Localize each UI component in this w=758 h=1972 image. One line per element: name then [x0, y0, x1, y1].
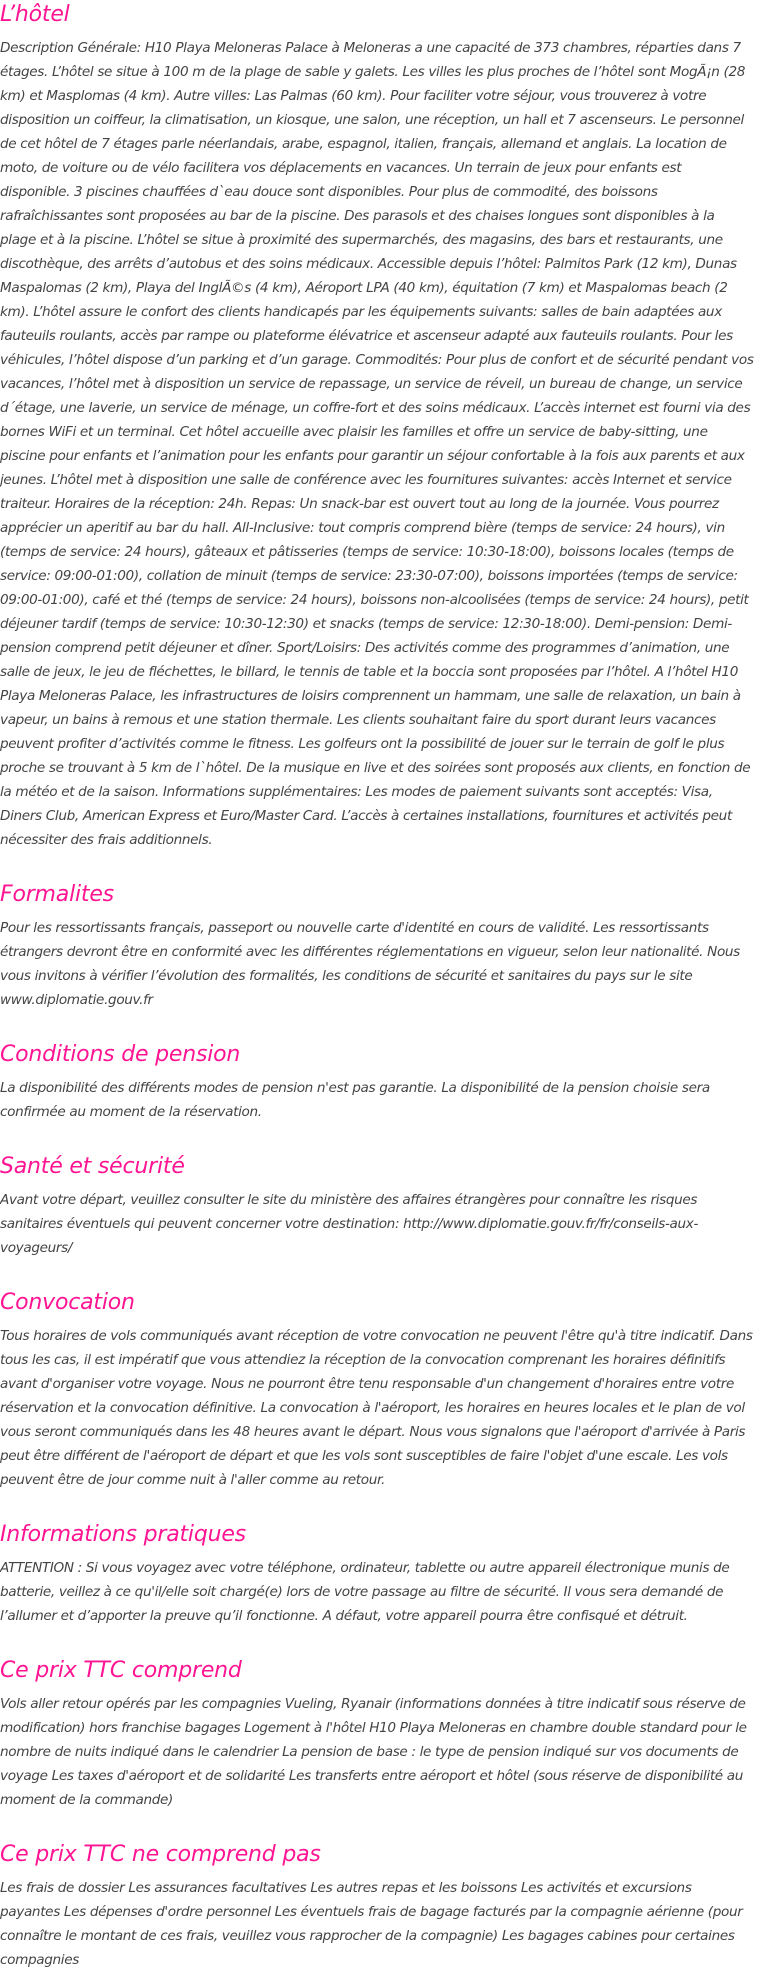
section-body: La disponibilité des différents modes de pension n'est pas garantie. La disponibilité de la pension choisie sera confirmée au moment de la réservation.: [0, 1080, 710, 1120]
section-title: Ce prix TTC comprend: [0, 1658, 242, 1683]
section-title: Informations pratiques: [0, 1522, 246, 1547]
section-title: L’hôtel: [0, 2, 70, 27]
section-sante-securite: [0, 1152, 758, 1260]
section-body: Description Générale: H10 Playa Meloneras Palace à Meloneras a une capacité de 373 chambres, réparties dans 7 étages. L’hôtel se situe à 100 m de la plage de sable y galets. Les villes les plus proches de l’hôtel sont MogÃ¡n (28 km) et Masplomas (4 km). Autre villes: Las Palmas (60 km). Pour faciliter votre séjour, vous trouverez à votre disposition un coiffeur, la climatisation, un kiosque, une salon, une réception, un hall et 7 ascenseurs. Le personnel de cet hôtel de 7 étages parle néerlandais, arabe, espagnol, italien, français, allemand et anglais. La location de moto, de voiture ou de vélo facilitera vos déplacements en vacances. Un terrain de jeux pour enfants est disponible. 3 piscines chauffées d`eau douce sont disponibles. Pour plus de commodité, des boissons rafraîchissantes sont proposées au bar de la piscine. Des parasols et des chaises longues sont disponibles à la plage et à la piscine. L’hôtel se situe à proximité des supermarchés, des magasins, des bars et restaurants, une discothèque, des arrêts d’autobus et des soins médicaux. Accessible depuis l’hôtel: Palmitos Park (12 km), Dunas Maspalomas (2 km), Playa del InglÃ©s (4 km), Aéroport LPA (40 km), équitation (7 km) et Maspalomas beach (2 km). L’hôtel assure le confort des clients handicapés par les équipements suivants: salles de bain adaptées aux fauteuils roulants, accès par rampe ou plateforme élévatrice et ascenseur adapté aux fauteuils roulants. Pour les véhicules, l’hôtel dispose d’un parking et d’un garage. Commodités: Pour plus de confort et de sécurité pendant vos vacances, l’hôtel met à disposition un service de repassage, un service de réveil, un bureau de change, un service d´étage, une laverie, un service de ménage, un coffre-fort et des soins médicaux. L’accès internet est fourni via des bornes WiFi et un terminal. Cet hôtel accueille avec plaisir les familles et offre un service de baby-sitting, une piscine pour enfants et l’animation pour les enfants pour garantir un séjour confortable à la fois aux parents et aux jeunes. L’hôtel met à disposition une salle de conférence avec les fournitures suivantes: accès Internet et service traiteur. Horaires de la réception: 24h. Repas: Un snack-bar est ouvert tout au long de la journée. Vous pourrez apprécier un aperitif au bar du hall. All-Inclusive: tout compris comprend bière (temps de service: 24 hours), vin (temps de service: 24 hours), gâteaux et pâtisseries (temps de service: 10:30-18:00), boissons locales (temps de service: 09:00-01:00), collation de minuit (temps de service: 23:30-07:00), boissons importées (temps de service: 09:00-01:00), café et thé (temps de service: 24 hours), boissons non-alcoolisées (temps de service: 24 hours), petit déjeuner tardif (temps de service: 10:30-12:30) et snacks (temps de service: 12:30-18:00). Demi-pension: Demi-pension comprend petit déjeuner et dîner. Sport/Loisirs: Des activités comme des programmes d’animation, une salle de jeux, le jeu de fléchettes, le billard, le tennis de table et la boccia sont proposées par l’hôtel. A l’hôtel H10 Playa Meloneras Palace, les infrastructures de loisirs comprennent un hammam, une salle de relaxation, un bain à vapeur, un bains à remous et une station thermale. Les clients souhaitant faire du sport durant leurs vacances peuvent profiter d’activités comme le fitness. Les golfeurs ont la possibilité de jouer sur le terrain de golf le plus proche se trouvant à 5 km de l`hôtel. De la musique en live et des soirées sont proposés aux clients, en fonction de la météo et de la saison. Informations supplémentaires: Les modes de paiement suivants sont acceptés: Visa, Diners Club, American Express et Euro/Master Card. L’accès à certaines installations, fournitures et activités peut nécessiter des frais additionnels.: [0, 40, 754, 848]
section-prix-ne-comprend-pas: [0, 1840, 758, 1972]
section-title: Formalites: [0, 882, 114, 907]
section-hotel: [0, 0, 758, 852]
section-title: Ce prix TTC ne comprend pas: [0, 1842, 321, 1867]
section-conditions-pension: [0, 1040, 758, 1124]
section-title: Conditions de pension: [0, 1042, 241, 1067]
section-prix-comprend: [0, 1656, 758, 1812]
section-body: Pour les ressortissants français, passeport ou nouvelle carte d'identité en cours de validité. Les ressortissants étrangers devront être en conformité avec les différentes réglementations en vigueur, selon leur nationalité. Nous vous invitons à vérifier l’évolution des formalités, les conditions de sécurité et sanitaires du pays sur le site www.diplomatie.gouv.fr: [0, 920, 740, 1008]
section-body: Tous horaires de vols communiqués avant réception de votre convocation ne peuvent l'être qu'à titre indicatif. Dans tous les cas, il est impératif que vous attendiez la réception de la convocation comprenant les horaires définitifs avant d'organiser votre voyage. Nous ne pourront être tenu responsable d'un changement d'horaires entre votre réservation et la convocation définitive. La convocation à l'aéroport, les horaires en heures locales et le plan de vol vous seront communiqués dans les 48 heures avant le départ. Nous vous signalons que l'aéroport d'arrivée à Paris peut être différent de l'aéroport de départ et que les vols sont susceptibles de faire l'objet d'une escale. Les vols peuvent être de jour comme nuit à l'aller comme au retour.: [0, 1328, 753, 1488]
section-formalites: [0, 880, 758, 1012]
section-informations-pratiques: [0, 1520, 758, 1628]
section-title: Convocation: [0, 1290, 135, 1315]
section-title: Santé et sécurité: [0, 1154, 185, 1179]
section-body: Vols aller retour opérés par les compagnies Vueling, Ryanair (informations données à titre indicatif sous réserve de modification) hors franchise bagages Logement à l'hôtel H10 Playa Meloneras en chambre double standard pour le nombre de nuits indiqué dans le calendrier La pension de base : le type de pension indiqué sur vos documents de voyage Les taxes d'aéroport et de solidarité Les transferts entre aéroport et hôtel (sous réserve de disponibilité au moment de la commande): [0, 1696, 747, 1808]
section-body: Les frais de dossier Les assurances facultatives Les autres repas et les boissons Les activités et excursions payantes Les dépenses d'ordre personnel Les éventuels frais de bagage facturés par la compagnie aérienne (pour connaître le montant de ces frais, veuillez vous rapprocher de la compagnie) Les bagages cabines pour certaines compagnies: [0, 1880, 743, 1968]
section-body: ATTENTION : Si vous voyagez avec votre téléphone, ordinateur, tablette ou autre appareil électronique munis de batterie, veillez à ce qu'il/elle soit chargé(e) lors de votre passage au filtre de sécurité. Il vous sera demandé de l’allumer et d’apporter la preuve qu’il fonctionne. A défaut, votre appareil pourra être confisqué et détruit.: [0, 1560, 730, 1624]
section-body: Avant votre départ, veuillez consulter le site du ministère des affaires étrangères pour connaître les risques sanitaires éventuels qui peuvent concerner votre destination: http://www.diplomatie.gouv.fr/fr/conseils-aux-voyageurs/: [0, 1192, 699, 1256]
section-convocation: [0, 1288, 758, 1492]
